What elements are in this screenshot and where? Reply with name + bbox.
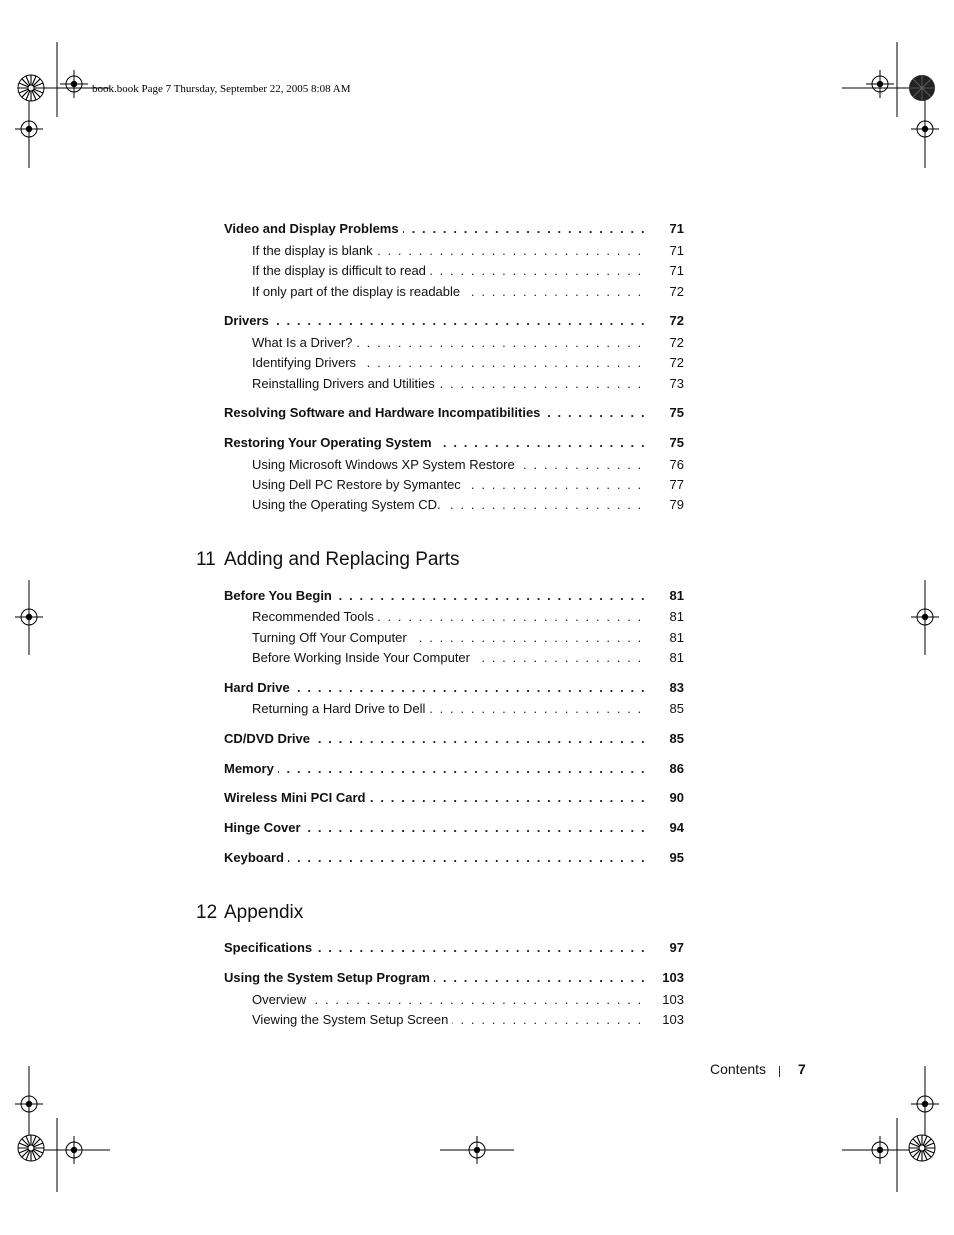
toc-entry-label: Specifications (224, 940, 316, 955)
toc-entry[interactable] (224, 789, 684, 807)
toc-entry-page: 73 (669, 376, 684, 391)
toc-subentry[interactable] (252, 283, 684, 301)
dot-leader (252, 1011, 646, 1029)
toc-entry-label: Returning a Hard Drive to Dell (252, 701, 429, 716)
toc-entry-label: Hard Drive (224, 680, 294, 695)
toc-entry[interactable] (224, 730, 684, 748)
chapter-number: 12 (196, 902, 218, 923)
dot-leader (252, 649, 646, 667)
toc-entry[interactable] (224, 220, 684, 238)
chapter-title: Adding and Replacing Parts (224, 549, 460, 570)
dot-leader (252, 700, 646, 718)
toc-subentry[interactable] (252, 700, 684, 718)
dot-leader (252, 608, 646, 626)
toc-entry-label: Before Working Inside Your Computer (252, 650, 474, 665)
toc-entry[interactable] (224, 587, 684, 605)
dot-leader (252, 242, 646, 260)
toc-entry-label: Restoring Your Operating System (224, 435, 436, 450)
toc-entry-label: If only part of the display is readable (252, 284, 464, 299)
toc-entry-page: 103 (662, 1012, 684, 1027)
toc-entry-label: What Is a Driver? (252, 335, 356, 350)
toc-entry-page: 103 (662, 970, 684, 985)
toc-entry[interactable] (224, 849, 684, 867)
toc-entry-page: 75 (669, 405, 684, 420)
dot-leader (252, 456, 646, 474)
chapter-title: Appendix (224, 902, 304, 923)
dot-leader (252, 476, 646, 494)
toc-entry-page: 85 (669, 701, 684, 716)
toc-entry-page: 81 (669, 650, 684, 665)
toc-entry-page: 81 (669, 609, 684, 624)
dot-leader (224, 789, 646, 807)
toc-entry-page: 72 (669, 313, 684, 328)
dot-leader (252, 496, 646, 514)
toc-subentry[interactable] (252, 375, 684, 393)
toc-subentry[interactable] (252, 1011, 684, 1029)
toc-subentry[interactable] (252, 354, 684, 372)
chapter-heading (196, 902, 303, 924)
dot-leader (224, 760, 646, 778)
toc-entry-page: 90 (669, 790, 684, 805)
toc-entry[interactable] (224, 819, 684, 837)
toc-subentry[interactable] (252, 608, 684, 626)
toc-entry-label: Using the Operating System CD. (252, 497, 445, 512)
dot-leader (252, 375, 646, 393)
toc-subentry[interactable] (252, 476, 684, 494)
footer-page-number: 7 (798, 1061, 806, 1077)
toc-entry-page: 79 (669, 497, 684, 512)
toc-entry-page: 77 (669, 477, 684, 492)
toc-subentry[interactable] (252, 456, 684, 474)
toc-entry-page: 72 (669, 284, 684, 299)
toc-entry-page: 71 (669, 243, 684, 258)
toc-entry-label: Hinge Cover (224, 820, 305, 835)
dot-leader (224, 434, 646, 452)
toc-entry-page: 85 (669, 731, 684, 746)
dot-leader (224, 587, 646, 605)
dot-leader (224, 679, 646, 697)
toc-entry-label: Resolving Software and Hardware Incompatibilities (224, 405, 544, 420)
chapter-number: 11 (196, 549, 216, 570)
toc-entry[interactable] (224, 760, 684, 778)
dot-leader (224, 312, 646, 330)
dot-leader (224, 939, 646, 957)
toc-entry[interactable] (224, 679, 684, 697)
toc-entry-label: Wireless Mini PCI Card (224, 790, 369, 805)
toc-entry-page: 94 (669, 820, 684, 835)
toc-entry-page: 72 (669, 335, 684, 350)
toc-entry-label: Memory (224, 761, 278, 776)
dot-leader (224, 849, 646, 867)
toc-entry-label: Recommended Tools (252, 609, 378, 624)
toc-entry-page: 86 (669, 761, 684, 776)
dot-leader (224, 969, 646, 987)
toc-entry[interactable] (224, 969, 684, 987)
toc-entry-page: 75 (669, 435, 684, 450)
toc-entry-page: 71 (669, 263, 684, 278)
toc-subentry[interactable] (252, 629, 684, 647)
toc-subentry[interactable] (252, 262, 684, 280)
toc-entry[interactable] (224, 312, 684, 330)
dot-leader (224, 819, 646, 837)
chapter-heading (196, 549, 460, 571)
toc-entry-page: 81 (669, 630, 684, 645)
toc-subentry[interactable] (252, 991, 684, 1009)
toc-subentry[interactable] (252, 242, 684, 260)
dot-leader (252, 262, 646, 280)
toc-entry-page: 71 (669, 221, 684, 236)
toc-entry-page: 76 (669, 457, 684, 472)
toc-entry-label: Video and Display Problems (224, 221, 403, 236)
toc-entry-label: Viewing the System Setup Screen (252, 1012, 452, 1027)
toc-entry[interactable] (224, 434, 684, 452)
toc-entry-page: 72 (669, 355, 684, 370)
toc-entry-page: 97 (669, 940, 684, 955)
toc-entry[interactable] (224, 404, 684, 422)
footer-separator (779, 1066, 780, 1077)
dot-leader (252, 991, 646, 1009)
toc-entry-label: If the display is blank (252, 243, 377, 258)
toc-entry-page: 95 (669, 850, 684, 865)
toc-entry-page: 83 (669, 680, 684, 695)
toc-subentry[interactable] (252, 649, 684, 667)
toc-entry-label: Reinstalling Drivers and Utilities (252, 376, 439, 391)
toc-entry-label: Identifying Drivers (252, 355, 360, 370)
toc-subentry[interactable] (252, 334, 684, 352)
toc-entry-label: Using the System Setup Program (224, 970, 434, 985)
dot-leader (252, 334, 646, 352)
dot-leader (252, 283, 646, 301)
toc-entry-label: Overview (252, 992, 310, 1007)
dot-leader (224, 404, 646, 422)
toc-entry-label: Before You Begin (224, 588, 336, 603)
dot-leader (224, 220, 646, 238)
toc-subentry[interactable] (252, 496, 684, 514)
toc-entry[interactable] (224, 939, 684, 957)
toc-entry-label: Using Microsoft Windows XP System Restore (252, 457, 519, 472)
toc-entry-label: If the display is difficult to read (252, 263, 430, 278)
print-slug: book.book Page 7 Thursday, September 22, 2005 8:08 AM (92, 83, 351, 95)
footer-section-name: Contents (710, 1061, 767, 1077)
toc-entry-label: Turning Off Your Computer (252, 630, 411, 645)
toc-entry-label: Drivers (224, 313, 273, 328)
toc-entry-label: Using Dell PC Restore by Symantec (252, 477, 465, 492)
toc-entry-label: CD/DVD Drive (224, 731, 314, 746)
dot-leader (252, 629, 646, 647)
dot-leader (224, 730, 646, 748)
toc-entry-page: 103 (662, 992, 684, 1007)
toc-entry-label: Keyboard (224, 850, 288, 865)
dot-leader (252, 354, 646, 372)
toc-entry-page: 81 (669, 588, 684, 603)
